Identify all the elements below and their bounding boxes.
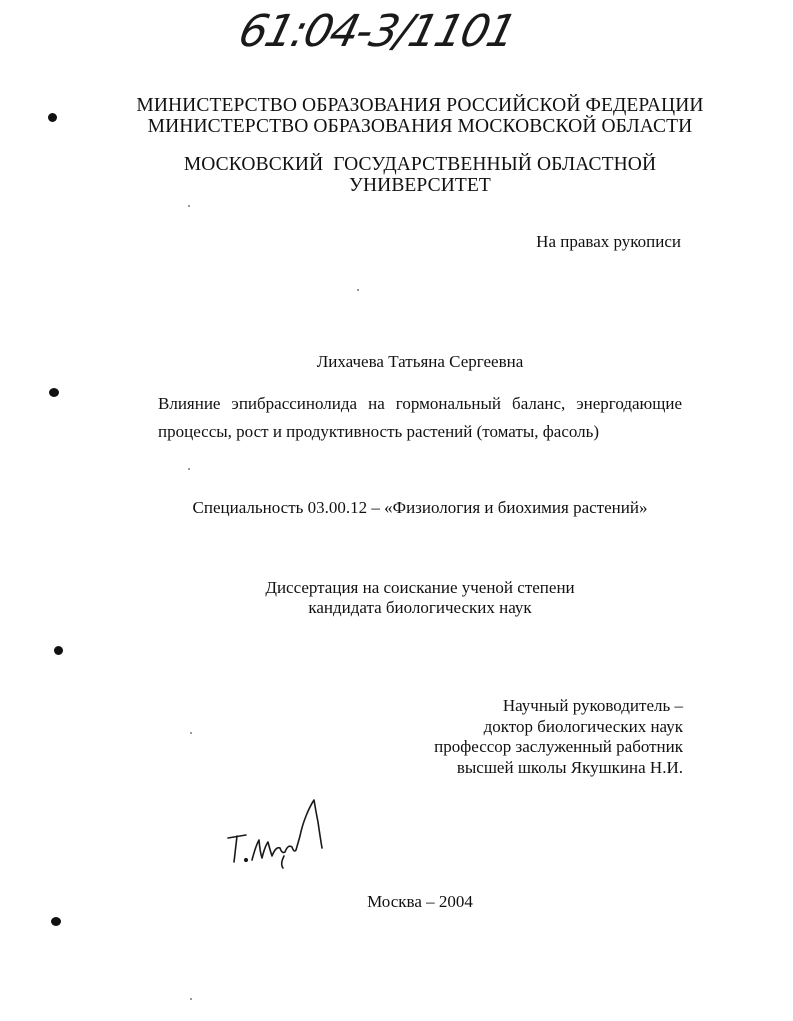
degree-line-2: кандидата биологических наук bbox=[308, 598, 532, 617]
handwritten-signature bbox=[222, 790, 342, 870]
scan-speck bbox=[357, 289, 359, 291]
degree-statement bbox=[120, 578, 720, 618]
scan-speck bbox=[190, 732, 192, 734]
degree-line-1: Диссертация на соискание ученой степени bbox=[265, 578, 575, 597]
author-name: Лихачева Татьяна Сергеевна bbox=[316, 352, 524, 371]
handwritten-archive-code: 61:04-3/1101 bbox=[233, 6, 520, 57]
ministry-header bbox=[120, 95, 720, 137]
scan-speck bbox=[190, 998, 192, 1000]
supervisor-block bbox=[434, 696, 683, 778]
ministry-federal-line: МИНИСТЕРСТВО ОБРАЗОВАНИЯ РОССИЙСКОЙ ФЕДЕРАЦИИ bbox=[136, 95, 704, 116]
university-name-line-2: УНИВЕРСИТЕТ bbox=[349, 175, 491, 196]
place-and-year: Москва – 2004 bbox=[367, 892, 473, 911]
supervisor-line-1: Научный руководитель – bbox=[502, 696, 683, 715]
university-name-line-1: МОСКОВСКИЙ ГОСУДАРСТВЕННЫЙ ОБЛАСТНОЙ bbox=[183, 154, 657, 175]
binding-hole-mark-1 bbox=[48, 113, 57, 122]
supervisor-line-2: доктор биологических наук bbox=[483, 716, 683, 736]
thesis-title: Влияние эпибрассинолида на гормональный баланс, энергодающие процессы, рост и продуктивность растений (томаты, фасоль) bbox=[158, 394, 682, 441]
university-header bbox=[120, 154, 720, 196]
supervisor-line-4: высшей школы Якушкина Н.И. bbox=[456, 757, 683, 777]
specialty-line: Специальность 03.00.12 – «Физиология и биохимия растений» bbox=[192, 498, 648, 517]
binding-hole-mark-4 bbox=[51, 917, 61, 926]
binding-hole-mark-3 bbox=[54, 646, 63, 655]
scan-speck bbox=[188, 468, 190, 470]
binding-hole-mark-2 bbox=[49, 388, 59, 397]
manuscript-rights-note: На правах рукописи bbox=[536, 232, 681, 251]
ministry-regional-line: МИНИСТЕРСТВО ОБРАЗОВАНИЯ МОСКОВСКОЙ ОБЛАСТИ bbox=[147, 116, 693, 137]
scan-speck bbox=[188, 205, 190, 207]
supervisor-line-3: профессор заслуженный работник bbox=[434, 737, 683, 756]
